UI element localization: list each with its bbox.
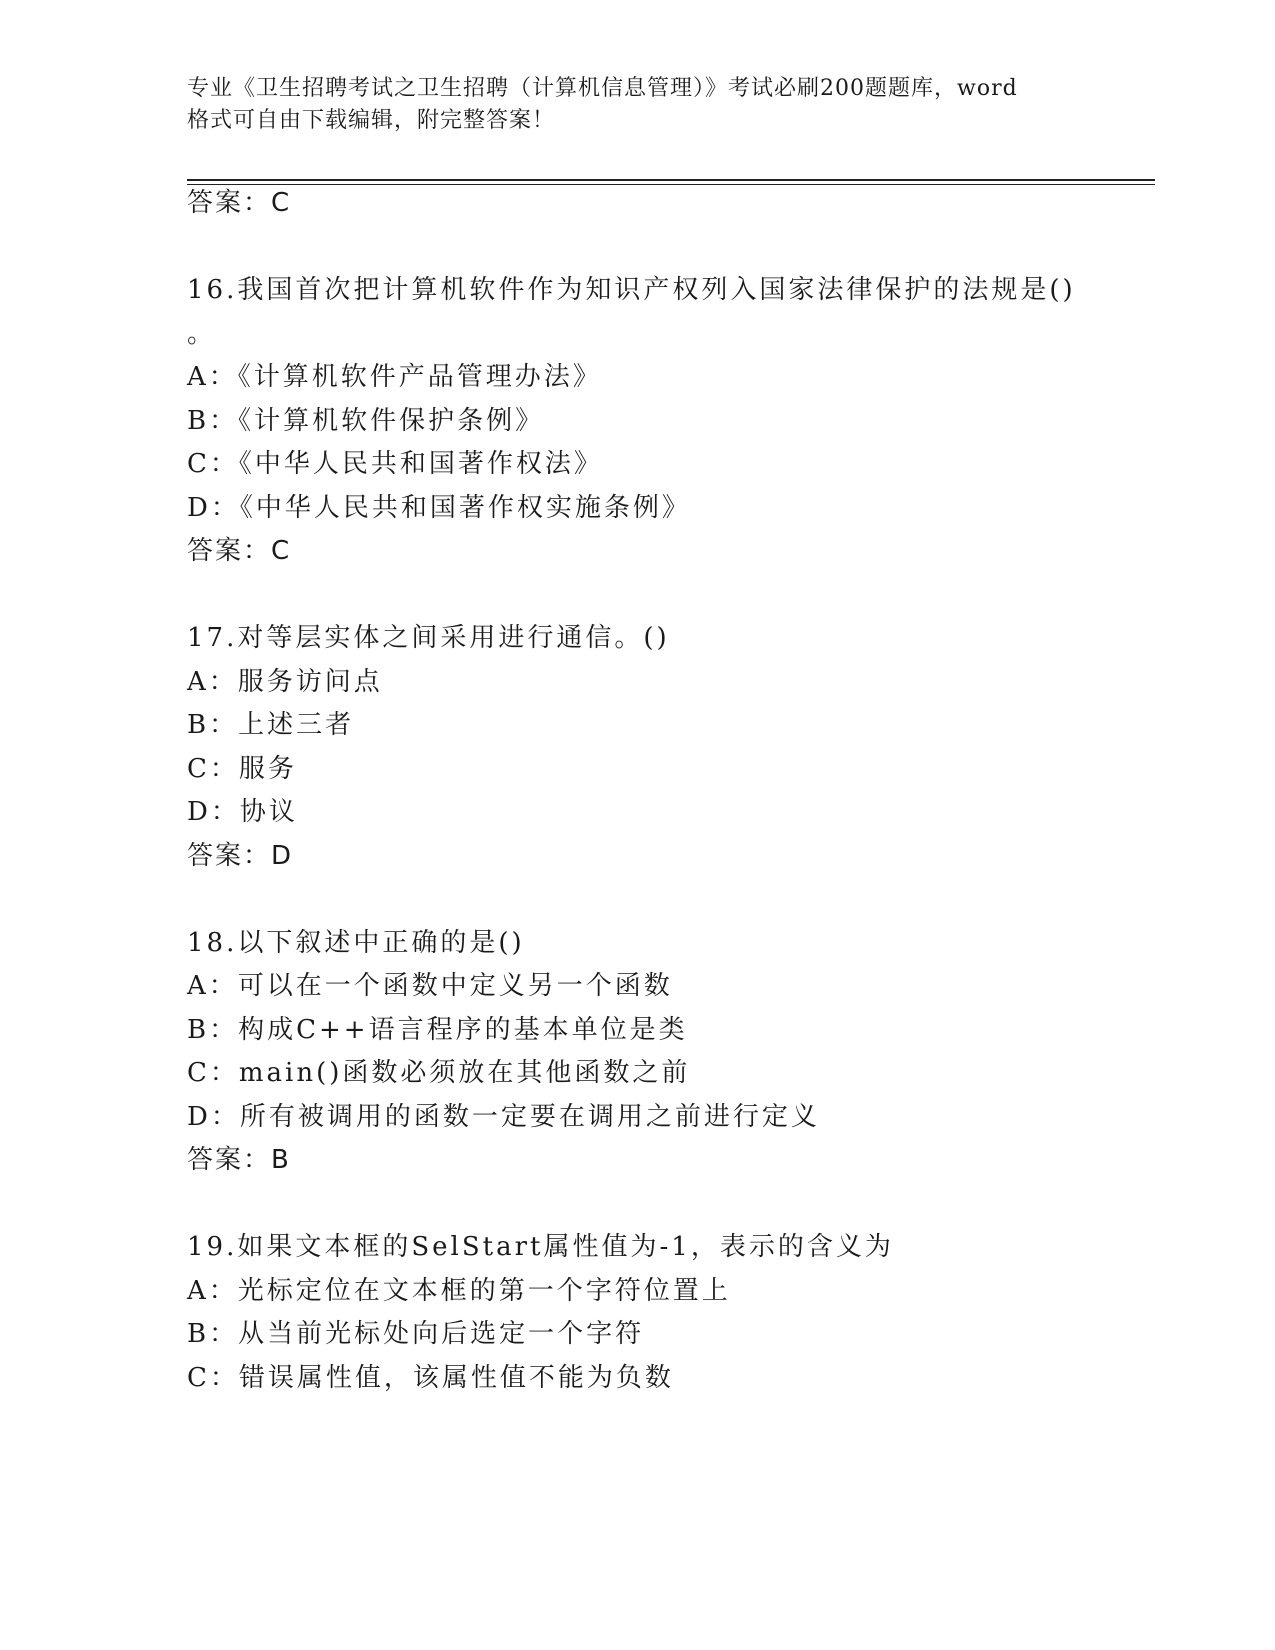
header-line-1: 专业《卫生招聘考试之卫生招聘（计算机信息管理）》考试必刷200题题库，word — [187, 76, 1018, 101]
question-17-option-b: B：上述三者 — [187, 710, 355, 740]
question-17-stem: 17.对等层实体之间采用进行通信。() — [187, 623, 670, 653]
question-18-option-c: C：main()函数必须放在其他函数之前 — [187, 1058, 691, 1088]
question-18-stem: 18.以下叙述中正确的是() — [187, 928, 525, 958]
question-16-stem: 16.我国首次把计算机软件作为知识产权列入国家法律保护的法规是() — [187, 275, 1076, 305]
question-19-option-c: C：错误属性值，该属性值不能为负数 — [187, 1363, 674, 1393]
question-16-option-b: B：《计算机软件保护条例》 — [187, 406, 545, 436]
question-17-answer: 答案：D — [187, 841, 294, 871]
question-19-option-a: A：光标定位在文本框的第一个字符位置上 — [187, 1276, 731, 1306]
question-19-option-b: B：从当前光标处向后选定一个字符 — [187, 1319, 645, 1349]
question-18-option-a: A：可以在一个函数中定义另一个函数 — [187, 971, 673, 1001]
question-19-stem: 19.如果文本框的SelStart属性值为-1，表示的含义为 — [187, 1232, 894, 1262]
question-16-option-c: C：《中华人民共和国著作权法》 — [187, 449, 603, 479]
document-header — [187, 73, 1087, 137]
question-16-option-d: D：《中华人民共和国著作权实施条例》 — [187, 493, 691, 523]
question-16-option-a: A：《计算机软件产品管理办法》 — [187, 362, 602, 392]
question-17-option-c: C：服务 — [187, 754, 297, 784]
header-divider — [187, 179, 1155, 181]
previous-answer: 答案：C — [187, 188, 292, 218]
header-line-2: 格式可自由下载编辑，附完整答案！ — [187, 108, 556, 133]
question-17-option-d: D：协议 — [187, 797, 298, 827]
header-divider-thin — [187, 184, 1155, 185]
question-18-answer: 答案：B — [187, 1145, 291, 1175]
question-17-option-a: A：服务访问点 — [187, 667, 383, 697]
question-16-stem-cont: 。 — [187, 319, 217, 349]
question-16-answer: 答案：C — [187, 536, 292, 566]
question-18-option-b: B：构成C++语言程序的基本单位是类 — [187, 1015, 688, 1045]
question-18-option-d: D：所有被调用的函数一定要在调用之前进行定义 — [187, 1102, 820, 1132]
